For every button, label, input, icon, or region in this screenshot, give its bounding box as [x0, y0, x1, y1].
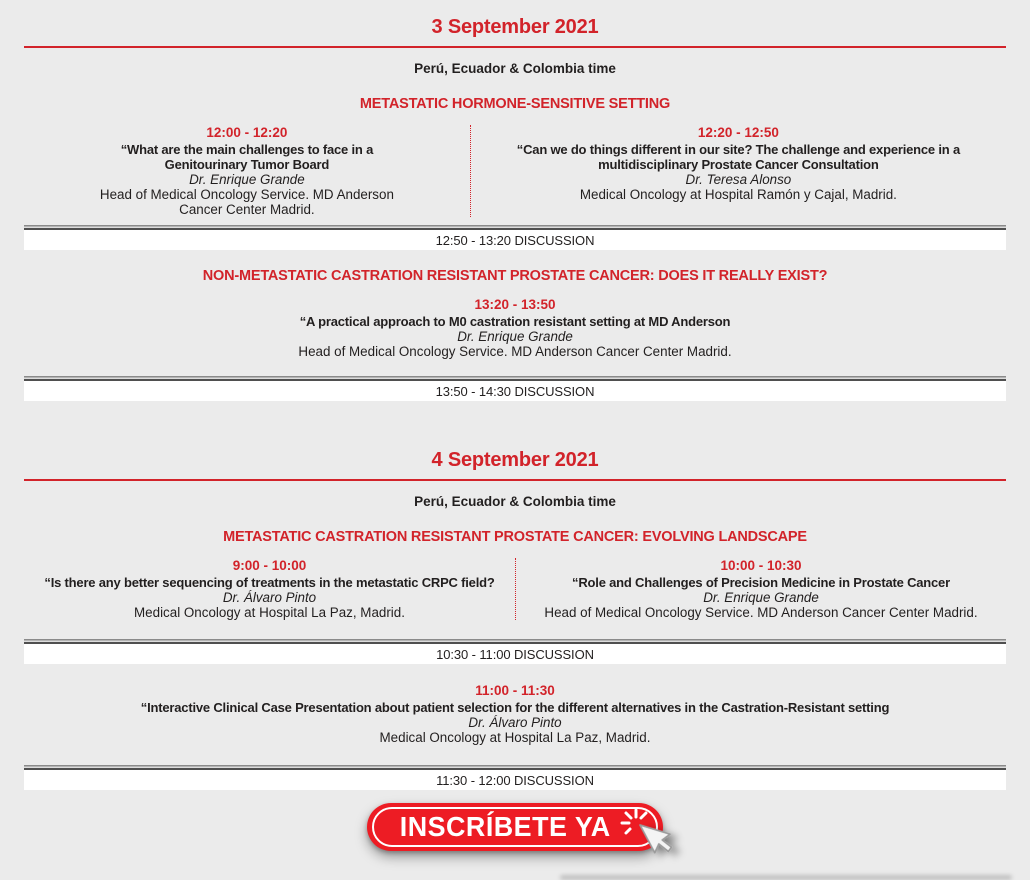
day-2-title-underline: [24, 479, 1006, 481]
day-1-track-1-heading: METASTATIC HORMONE-SENSITIVE SETTING: [359, 96, 671, 112]
session-block: [515, 558, 1006, 620]
session-block: [24, 297, 1006, 359]
session-block: [24, 125, 470, 217]
session-time: 12:00 - 12:20: [206, 125, 288, 140]
session-affiliation: Medical Oncology at Hospital La Paz, Madrid.: [379, 730, 651, 745]
discussion-label: 12:50 - 13:20 DISCUSSION: [24, 230, 1006, 250]
session-affiliation: Head of Medical Oncology Service. MD Anderson Cancer Center Madrid.: [298, 344, 732, 359]
day-1-timezone: Perú, Ecuador & Colombia time: [414, 61, 616, 76]
session-title: “Can we do things different in our site? The challenge and experience in a multidisciplinary Prostate Cancer Consultation: [516, 142, 960, 172]
discussion-band: [24, 639, 1006, 664]
day-2-track-1-heading: METASTATIC CASTRATION RESISTANT PROSTATE CANCER: EVOLVING LANDSCAPE: [223, 529, 807, 545]
session-title: “What are the main challenges to face in a Genitourinary Tumor Board: [120, 142, 374, 172]
day-2-section: [24, 449, 1006, 790]
session-affiliation: Head of Medical Oncology Service. MD Anderson Cancer Center Madrid.: [544, 605, 978, 620]
session-time: 10:00 - 10:30: [720, 558, 802, 573]
session-title: “A practical approach to M0 castration resistant setting at MD Anderson: [299, 314, 731, 329]
cursor-click-icon: [615, 808, 679, 876]
session-title: “Is there any better sequencing of treatments in the metastatic CRPC field?: [44, 575, 495, 590]
session-speaker: Dr. Enrique Grande: [189, 172, 305, 187]
session-speaker: Dr. Álvaro Pinto: [222, 590, 317, 605]
session-time: 12:20 - 12:50: [697, 125, 779, 140]
discussion-band: [24, 765, 1006, 790]
session-block: [470, 125, 1006, 217]
session-title: “Role and Challenges of Precision Medicine in Prostate Cancer: [572, 575, 950, 590]
discussion-band: [24, 225, 1006, 250]
session-time: 11:00 - 11:30: [475, 683, 555, 698]
click-burst-lines: [622, 810, 646, 833]
session-title: “Interactive Clinical Case Presentation about patient selection for the different alternatives in the Castration-Resistant setting: [140, 700, 890, 715]
discussion-label: 11:30 - 12:00 DISCUSSION: [24, 770, 1006, 790]
day-1-title: 3 September 2021: [431, 16, 599, 38]
session-block: [24, 683, 1006, 745]
session-block: [24, 558, 515, 620]
session-affiliation: Medical Oncology at Hospital La Paz, Madrid.: [134, 605, 405, 620]
session-time: 9:00 - 10:00: [232, 558, 307, 573]
discussion-band: [24, 376, 1006, 401]
session-speaker: Dr. Enrique Grande: [703, 590, 819, 605]
session-speaker: Dr. Enrique Grande: [457, 329, 573, 344]
discussion-label: 13:50 - 14:30 DISCUSSION: [24, 381, 1006, 401]
session-affiliation: Head of Medical Oncology Service. MD Anderson Cancer Center Madrid.: [99, 187, 394, 217]
session-affiliation: Medical Oncology at Hospital Ramón y Cajal, Madrid.: [579, 187, 897, 202]
discussion-label: 10:30 - 11:00 DISCUSSION: [24, 644, 1006, 664]
session-speaker: Dr. Álvaro Pinto: [468, 715, 562, 730]
cursor-arrow: [640, 815, 677, 858]
cta-area: [24, 803, 1006, 851]
inscribete-button[interactable]: [367, 803, 663, 851]
day-1-section: [24, 16, 1006, 401]
session-speaker: Dr. Teresa Alonso: [685, 172, 792, 187]
inscribete-button-label: INSCRÍBETE YA: [399, 811, 611, 842]
bottom-edge-shadow: [560, 875, 1012, 880]
day-2-timezone: Perú, Ecuador & Colombia time: [414, 494, 616, 509]
day-1-track-2-heading: NON-METASTATIC CASTRATION RESISTANT PROSTATE CANCER: DOES IT REALLY EXIST?: [202, 268, 828, 284]
day-1-title-underline: [24, 46, 1006, 48]
day-2-title: 4 September 2021: [431, 449, 599, 471]
day-1-sessions-row: [24, 125, 1006, 217]
day-2-sessions-row: [24, 558, 1006, 620]
session-time: 13:20 - 13:50: [474, 297, 556, 312]
